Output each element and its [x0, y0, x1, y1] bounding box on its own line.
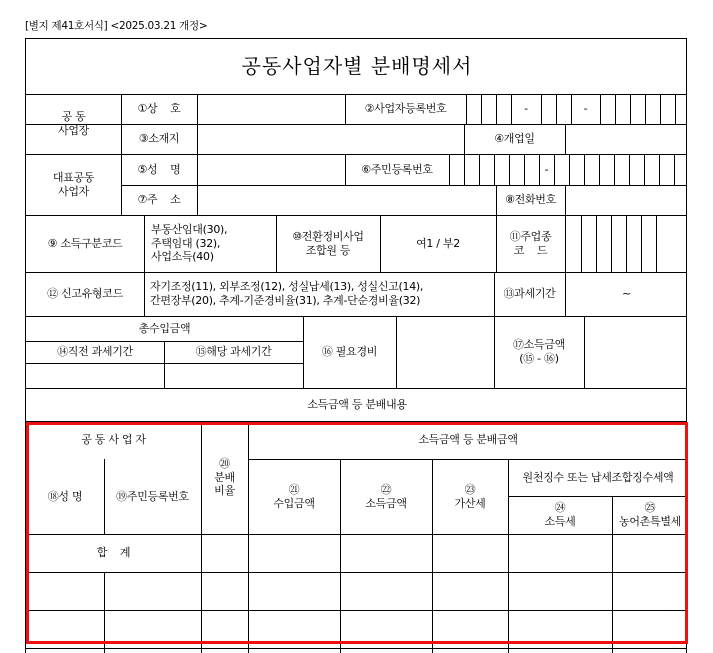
business-address-label: ③소재지	[138, 132, 180, 146]
total-row-label: 합 계	[96, 546, 131, 560]
rural-special-tax-header: ㉕ 농어촌특별세	[619, 501, 681, 528]
form-title: 공동사업자별 분배명세서	[241, 54, 473, 78]
resident-reg-number-label: ⑥주민등록번호	[361, 162, 433, 176]
form-number-header: [별지 제41호서식] <2025.03.21 개정>	[25, 20, 208, 32]
redevelopment-member-options: 여1 / 부2	[416, 236, 460, 250]
rep-name-value[interactable]	[197, 154, 345, 185]
business-address-value[interactable]	[197, 124, 464, 154]
distribution-section-title: 소득금액 등 분배내용	[307, 397, 407, 411]
income-tax-header: ㉔ 소득세	[544, 501, 576, 528]
resident-number-dash: -	[544, 162, 549, 176]
distribution-amounts-header: 소득금액 등 분배금액	[418, 433, 518, 447]
redevelopment-member-label: ⑩전환정비사업 조합원 등	[292, 229, 364, 257]
income-type-code-label: ⑨ 소득구분코드	[47, 236, 123, 250]
rep-address-label: ⑦주 소	[137, 193, 181, 207]
business-reg-number-label: ②사업자등록번호	[364, 102, 447, 116]
rep-name-label: ⑤성 명	[137, 162, 181, 176]
penalty-tax-header: ㉓ 가산세	[454, 482, 486, 510]
reg-number-dash: -	[583, 102, 588, 116]
current-period-label: ⑮해당 과세기간	[195, 345, 272, 359]
business-name-value[interactable]	[197, 94, 345, 124]
table-row[interactable]	[26, 610, 687, 648]
distribution-statement-form	[25, 38, 687, 653]
joint-business-section-label: 공 동 사업장	[58, 110, 89, 137]
partner-name-header: ⑱성 명	[47, 489, 83, 503]
business-name-label: ①상 호	[137, 102, 181, 116]
rep-address-value[interactable]	[197, 185, 496, 215]
tax-period-value[interactable]: ~	[622, 287, 631, 301]
necessary-expenses-label: ⑯ 필요경비	[321, 345, 378, 359]
distribution-ratio-header: ⑳ 분배 비율	[214, 456, 235, 498]
representative-section-label: 대표공동 사업자	[52, 170, 95, 198]
gross-income-header: ㉑ 수입금액	[273, 482, 315, 510]
income-amount-label: ⑰소득금액 (⑮ - ⑯)	[512, 338, 565, 365]
partner-rrn-header: ⑲주민등록번호	[116, 489, 189, 503]
filing-type-code-options: 자기조정(11), 외부조정(12), 성실납세(13), 성실신고(14), 간편장부(20), 추계-기준경비율(31), 추계-단순경비율(32)	[150, 280, 424, 307]
total-income-label: 총수입금액	[138, 321, 191, 335]
tax-period-label: ⑬과세기간	[503, 287, 556, 301]
reg-number-dash: -	[524, 102, 528, 116]
phone-number-label: ⑧전화번호	[505, 193, 556, 207]
main-industry-code-label: ⑪주업종 코 드	[509, 229, 552, 257]
partners-header: 공 동 사 업 자	[81, 433, 146, 447]
previous-period-label: ⑭직전 과세기간	[57, 345, 133, 359]
opening-date-label: ④개업일	[494, 132, 535, 146]
table-row[interactable]	[26, 572, 687, 610]
income-amount-header: ㉒ 소득금액	[365, 482, 407, 510]
phone-number-value[interactable]	[565, 185, 687, 215]
opening-date-value[interactable]	[565, 124, 687, 154]
filing-type-code-label: ⑫ 신고유형코드	[47, 287, 123, 301]
income-type-code-options: 부동산임대(30), 주택임대 (32), 사업소득(40)	[151, 222, 228, 264]
withholding-tax-header: 원천징수 또는 납세조합징수세액	[522, 470, 674, 484]
